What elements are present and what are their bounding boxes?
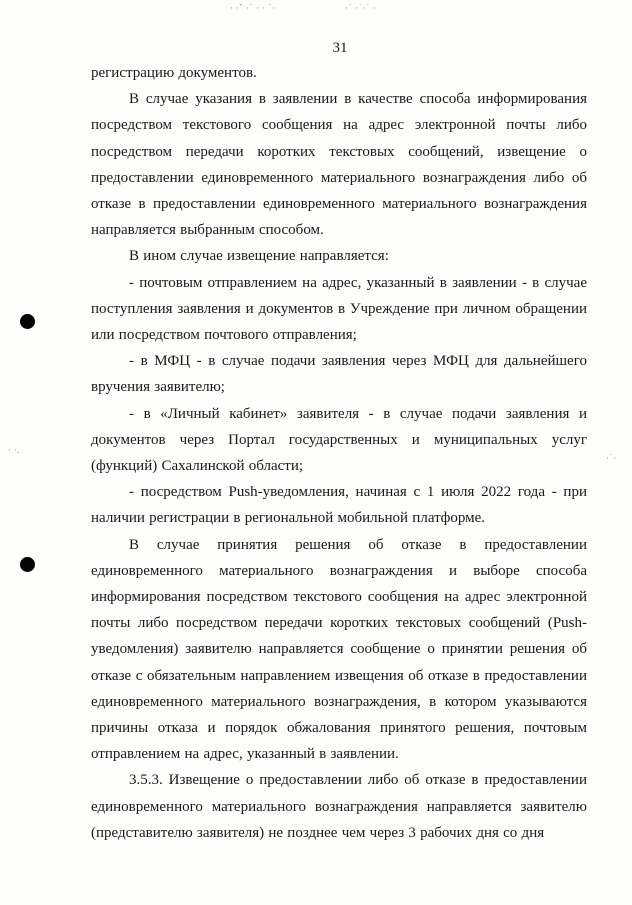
binder-hole-top	[20, 314, 35, 329]
list-item-push: - посредством Push-уведомления, начиная с 1 июля 2022 года - при наличии регистрации в региональной мобильной платформе.	[91, 484, 587, 527]
paragraph-notification-method: В случае указания в заявлении в качестве способа информирования посредством текстового сообщения на адрес электронной почты либо посредством передачи коротких текстовых сообщений, извещение о предоставлении единовременного материального вознаграждения либо об отказе в предоставлении единовременного материального вознаграждения направляется выбранным способом.	[91, 91, 587, 239]
paragraph-3-5-3: 3.5.3. Извещение о предоставлении либо об отказе в предоставлении единовременного материального вознаграждения направляется заявителю (представителю заявителя) не позднее чем через 3 рабочих дня со дня	[91, 772, 587, 841]
scan-artifact-right: ·˙·	[606, 454, 617, 464]
paragraph-refusal: В случае принятия решения об отказе в предоставлении единовременного материального вознаграждения и выборе способа информирования посредством текстового сообщения на адрес электронной почты либо посредством передачи коротких текстовых сообщений (Push-уведомления) заявителю направляется сообщение о принятии решения об отказе с обязательным направлением извещения об отказе в предоставлении единовременного материального вознаграждения, в котором указываются причины отказа и порядок обжалования принятого решения, почтовым отправлением на адрес, указанный в заявлении.	[91, 536, 587, 763]
list-item-mfc: - в МФЦ - в случае подачи заявления через МФЦ для дальнейшего вручения заявителю;	[91, 353, 587, 396]
list-item-personal-cabinet: - в «Личный кабинет» заявителя - в случае подачи заявления и документов через Портал государственных и муниципальных услуг (функций) Сахалинской области;	[91, 405, 587, 475]
scan-artifact-top-right: ·˙ ·˙·˙ ·	[345, 4, 376, 14]
scan-artifact-top: · ·ˇ ·˙ · · ˙·	[230, 4, 275, 14]
page-number: 31	[332, 40, 348, 56]
binder-hole-bottom	[20, 557, 35, 572]
paragraph-continuation: регистрацию документов.	[91, 65, 257, 81]
document-body	[91, 60, 587, 846]
scan-artifact-left: · ·.	[8, 446, 20, 456]
paragraph-otherwise: В ином случае извещение направляется:	[129, 248, 389, 265]
list-item-postal: - почтовым отправлением на адрес, указанный в заявлении - в случае поступления заявления и документов в Учреждение при личном обращении или посредством почтового отправления;	[91, 274, 587, 344]
